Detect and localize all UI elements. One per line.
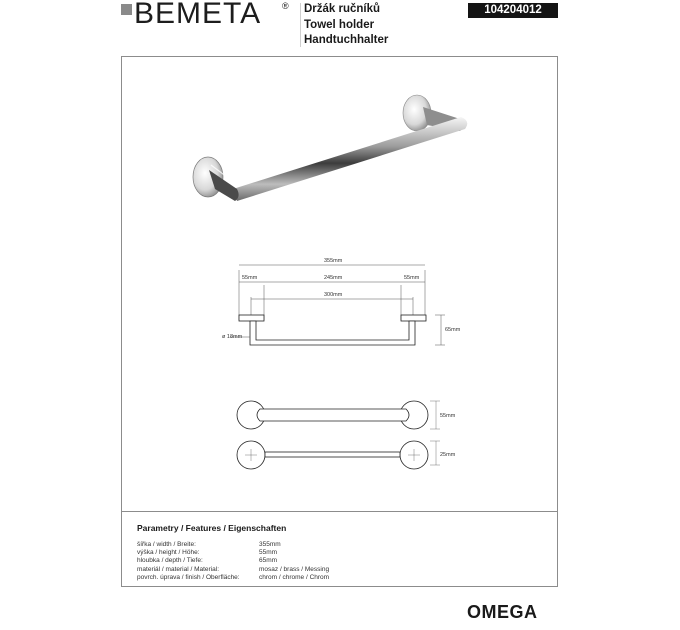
spec-row [137, 566, 329, 574]
spec-label: hloubka / depth / Tiefe: [137, 557, 203, 565]
dim-rosette-depth: 25mm [440, 452, 456, 458]
dim-diameter: ø 18mm [222, 334, 243, 340]
front-view-drawing [200, 395, 480, 475]
towel-bar [233, 117, 467, 201]
frame-divider [121, 511, 558, 512]
dim-depth: 65mm [445, 327, 461, 333]
title-cz: Držák ručníků [304, 3, 381, 15]
spec-value: mosaz / brass / Messing [259, 565, 330, 573]
header-divider [300, 3, 301, 47]
title-en: Towel holder [304, 18, 375, 31]
spec-label: materiál / material / Material: [137, 565, 219, 573]
spec-label: šířka / width / Breite: [137, 541, 196, 548]
series-name: OMEGA [467, 602, 538, 622]
spec-label: povrch. úprava / finish / Oberfläche: [137, 573, 240, 581]
dim-right: 55mm [404, 275, 420, 281]
brand-logo-mark [121, 4, 132, 15]
dim-middle: 245mm [324, 275, 343, 281]
dim-bar: 300mm [324, 292, 343, 298]
product-code: 104204012 [468, 3, 558, 18]
product-title [304, 2, 388, 49]
side-view-drawing [200, 245, 480, 360]
spec-value: chrom / chrome / Chrom [259, 573, 330, 581]
spec-value: 55mm [259, 549, 278, 557]
spec-row [137, 574, 329, 582]
params-title: Parametry / Features / Eigenschaften [137, 523, 287, 533]
product-render [175, 85, 485, 210]
brand-logo: BEMETA [134, 0, 262, 30]
spec-row [137, 541, 329, 549]
registered-mark: ® [282, 1, 289, 11]
title-de: Handtuchhalter [304, 34, 389, 46]
dim-total: 355mm [324, 258, 343, 264]
dim-rosette: 55mm [440, 413, 456, 419]
dim-left: 55mm [242, 275, 258, 281]
spec-label: výška / height / Höhe: [137, 549, 200, 557]
spec-table [137, 541, 329, 582]
spec-value: 355mm [259, 541, 281, 548]
spec-value: 65mm [259, 557, 278, 565]
spec-row [137, 557, 329, 565]
spec-row [137, 549, 329, 557]
